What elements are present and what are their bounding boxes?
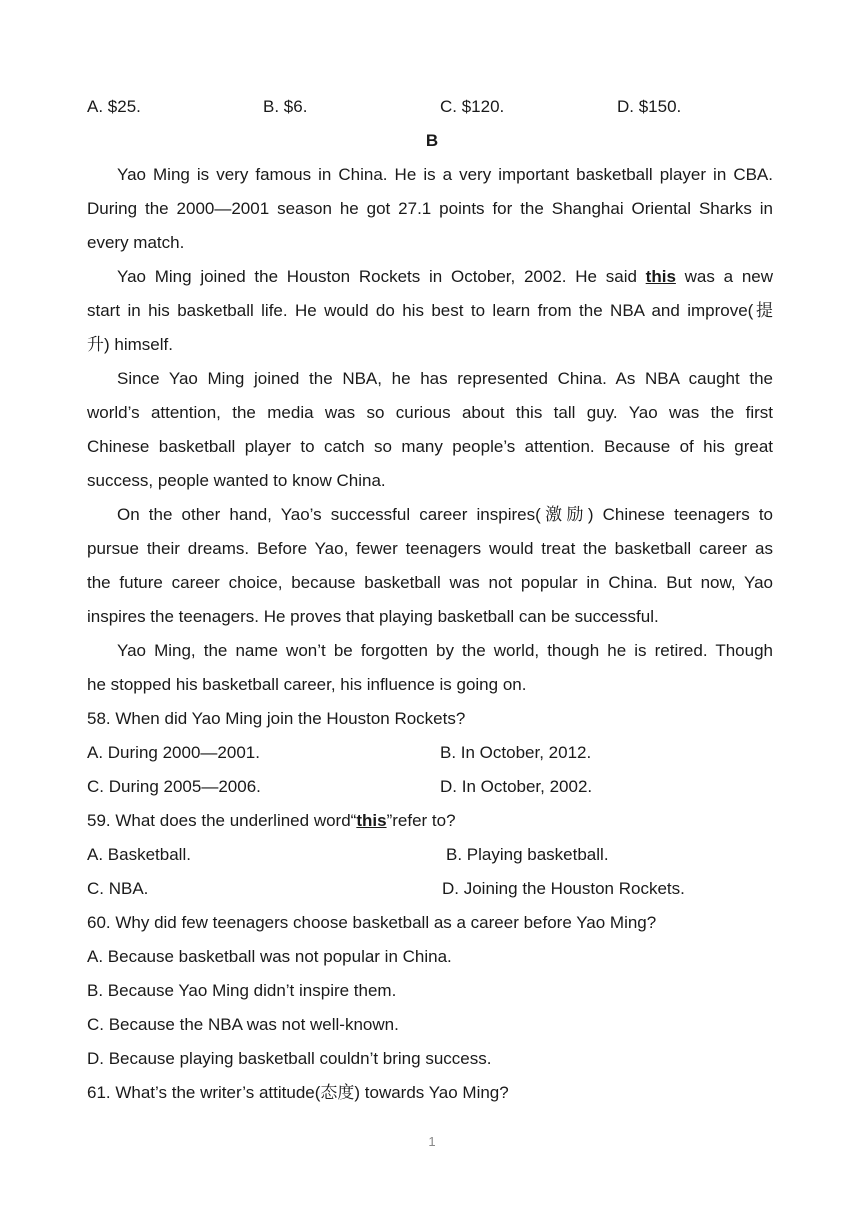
passage-line: Since Yao Ming joined the NBA, he has represented China. As NBA caught the — [117, 369, 773, 388]
passage-line: 升) himself. — [87, 335, 173, 354]
q58-option-a: A. During 2000—2001. — [87, 743, 260, 762]
question-59 — [87, 804, 456, 838]
question-text: 59. What does the underlined word“ — [87, 811, 357, 830]
q59-option-c: C. NBA. — [87, 879, 149, 898]
question-text: ”refer to? — [386, 811, 456, 830]
passage-line — [117, 260, 773, 294]
passage-line: he stopped his basketball career, his influence is going on. — [87, 675, 527, 694]
q58-option-b: B. In October, 2012. — [440, 743, 592, 762]
passage-line: every match. — [87, 233, 185, 252]
passage-line: Chinese basketball player to catch so many people’s attention. Because of his great — [87, 437, 773, 456]
q60-option-b: B. Because Yao Ming didn’t inspire them. — [87, 981, 397, 1000]
prev-option-c: C. $120. — [440, 97, 505, 116]
prev-option-b: B. $6. — [263, 97, 308, 116]
passage-line: the future career choice, because basketball was not popular in China. But now, Yao — [87, 573, 773, 592]
passage-line: start in his basketball life. He would do his best to learn from the NBA and improve(提 — [87, 301, 773, 320]
passage-line: inspires the teenagers. He proves that playing basketball can be successful. — [87, 607, 659, 626]
passage-line: During the 2000—2001 season he got 27.1 points for the Shanghai Oriental Sharks in — [87, 199, 773, 218]
q59-option-d: D. Joining the Houston Rockets. — [442, 879, 685, 898]
underlined-word-this: this — [356, 811, 387, 830]
passage-text: Yao Ming joined the Houston Rockets in October, 2002. He said — [117, 267, 646, 286]
question-58: 58. When did Yao Ming join the Houston Rockets? — [87, 709, 466, 728]
passage-line: world’s attention, the media was so curious about this tall guy. Yao was the first — [87, 403, 773, 422]
passage-line: Yao Ming, the name won’t be forgotten by the world, though he is retired. Though — [117, 641, 773, 660]
page-number: 1 — [428, 1134, 436, 1149]
question-61: 61. What’s the writer’s attitude(态度) towards Yao Ming? — [87, 1083, 509, 1102]
q59-option-a: A. Basketball. — [87, 845, 191, 864]
q59-option-b: B. Playing basketball. — [446, 845, 609, 864]
passage-line: Yao Ming is very famous in China. He is a very important basketball player in CBA. — [117, 165, 773, 184]
passage-line: On the other hand, Yao’s successful career inspires(激励) Chinese teenagers to — [117, 505, 773, 524]
underlined-word-this: this — [645, 267, 676, 286]
prev-option-d: D. $150. — [617, 97, 682, 116]
q58-option-c: C. During 2005—2006. — [87, 777, 261, 796]
passage-text: was a new — [675, 267, 774, 286]
q58-option-d: D. In October, 2002. — [440, 777, 593, 796]
passage-line: pursue their dreams. Before Yao, fewer teenagers would treat the basketball career as — [87, 539, 773, 558]
section-title: B — [425, 131, 439, 150]
passage-line: success, people wanted to know China. — [87, 471, 386, 490]
prev-option-a: A. $25. — [87, 97, 141, 116]
q60-option-c: C. Because the NBA was not well-known. — [87, 1015, 399, 1034]
q60-option-d: D. Because playing basketball couldn’t bring success. — [87, 1049, 492, 1068]
question-60: 60. Why did few teenagers choose basketball as a career before Yao Ming? — [87, 913, 657, 932]
q60-option-a: A. Because basketball was not popular in China. — [87, 947, 452, 966]
